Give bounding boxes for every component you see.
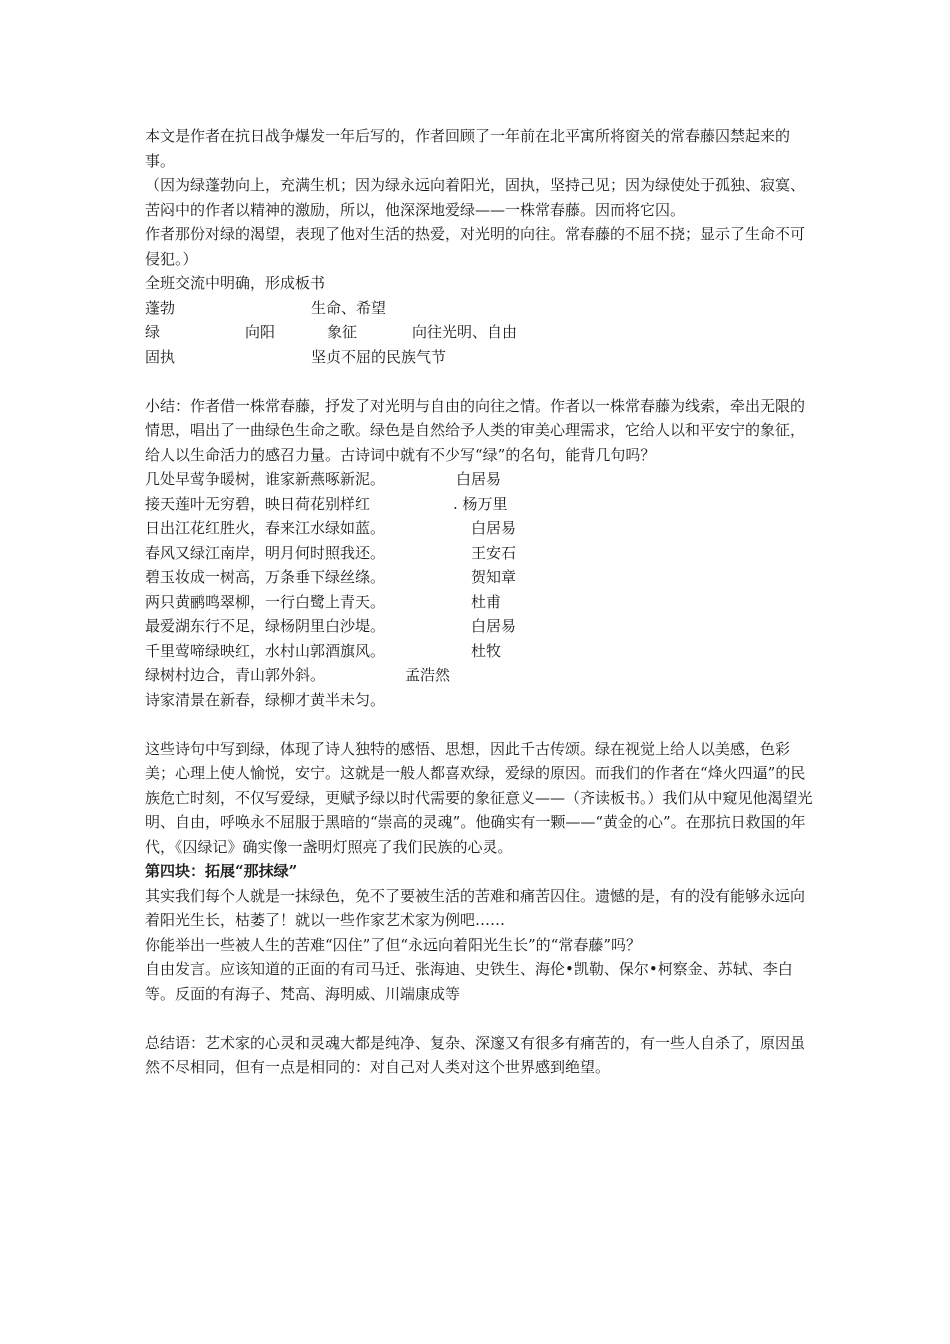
board-row-2	[145, 320, 817, 345]
poem-line	[145, 565, 817, 590]
poem-author: 孟浩然	[405, 666, 451, 684]
poem-line	[145, 614, 817, 639]
spacer	[145, 1006, 817, 1031]
poem-line	[145, 467, 817, 492]
section-question: 你能举出一些被人生的苦难“囚住”了但“永远向着阳光生长”的“常春藤”吗？	[145, 935, 642, 954]
poem-author: 白居易	[456, 470, 502, 488]
board-meaning: 向往光明、自由	[412, 323, 518, 341]
board-intro: 全班交流中明确，形成板书	[145, 274, 326, 292]
board-meaning: 生命、希望	[311, 298, 387, 317]
board-row-3	[145, 345, 817, 370]
intro-explanation: （因为绿蓬勃向上，充满生机；因为绿永远向着阳光，固执，坚持己见；因为绿使处于孤独、寂寞、苦闷中的作者以精神的激励，所以，他深深地爱绿——一株常春藤。因而将它囚。	[145, 176, 806, 219]
board-meaning: 坚贞不屈的民族气节	[311, 347, 447, 366]
conclusion-paragraph: 总结语：艺术家的心灵和灵魂大都是纯净、复杂、深邃又有很多有痛苦的，有一些人自杀了，原因虽然不尽相同，但有一点是相同的：对自己对人类对这个世界感到绝望。	[145, 1033, 806, 1076]
poem-author: . 杨万里	[453, 494, 508, 513]
poem-text: 诗家清景在新春，绿柳才黄半未匀。	[145, 690, 386, 709]
poem-text: 几处早莺争暖树，谁家新燕啄新泥。	[145, 470, 386, 488]
poem-author: 王安石	[471, 543, 517, 562]
poem-line	[145, 541, 817, 566]
poem-text: 两只黄鹂鸣翠柳，一行白鹭上青天。	[145, 592, 386, 611]
poem-line	[145, 516, 817, 541]
board-term: 向阳	[245, 323, 276, 341]
analysis-paragraph: 这些诗句中写到绿，体现了诗人独特的感悟、思想，因此千古传颂。绿在视觉上给人以美感，色彩美；心理上使人愉悦，安宁。这就是一般人都喜欢绿，爱绿的原因。而我们的作者在“烽火四逼”的民族危亡时刻，不仅写爱绿，更赋予绿以时代需要的象征意义——（齐读板书。）我们从中窥见他渴望光明、自由，呼唤永不屈服于黑暗的“崇高的灵魂”。他确实有一颗——“黄金的心”。在那抗日救国的年代，《囚绿记》确实像一盏明灯照亮了我们民族的心灵。	[145, 739, 813, 856]
poem-text: 碧玉妆成一树高，万条垂下绿丝绦。	[145, 568, 386, 586]
board-term: 象征	[327, 323, 358, 341]
board-term: 绿	[145, 323, 161, 341]
poem-text: 春风又绿江南岸，明月何时照我还。	[145, 543, 386, 562]
poem-author: 贺知章	[471, 568, 517, 586]
section-heading: 第四块：拓展“那抹绿”	[145, 862, 298, 880]
poem-text: 绿树村边合，青山郭外斜。	[145, 666, 326, 684]
poem-line	[145, 688, 817, 713]
poem-author: 白居易	[471, 519, 517, 537]
poem-text: 最爱湖东行不足，绿杨阴里白沙堤。	[145, 617, 386, 635]
poem-line	[145, 492, 817, 517]
poem-line	[145, 639, 817, 664]
board-term: 蓬勃	[145, 298, 176, 317]
intro-paragraph: 本文是作者在抗日战争爆发一年后写的，作者回顾了一年前在北平寓所将窗关的常春藤囚禁起来的事。	[145, 127, 791, 170]
poem-author: 白居易	[471, 617, 517, 635]
poem-text: 接天莲叶无穷碧，映日荷花别样红	[145, 494, 371, 513]
spacer	[145, 369, 817, 394]
section-answer: 自由发言。应该知道的正面的有司马迁、张海迪、史铁生、海伦•凯勒、保尔•柯察金、苏轼、李白等。反面的有海子、梵高、海明威、川端康成等	[145, 960, 793, 1003]
board-row-1	[145, 296, 817, 321]
poem-author: 杜甫	[471, 592, 502, 611]
poem-text: 千里莺啼绿映红，水村山郭酒旗风。	[145, 641, 386, 660]
poem-line	[145, 663, 817, 688]
poem-line	[145, 590, 817, 615]
document-body	[145, 124, 817, 1080]
board-term: 固执	[145, 347, 176, 366]
spacer	[145, 712, 817, 737]
poem-text: 日出江花红胜火，春来江水绿如蓝。	[145, 519, 386, 537]
summary-paragraph: 小结：作者借一株常春藤，抒发了对光明与自由的向往之情。作者以一株常春藤为线索，牵出无限的情思，唱出了一曲绿色生命之歌。绿色是自然给予人类的审美心理需求，它给人以和平安宁的象征，给人以生命活力的感召力量。古诗词中就有不少写“绿”的名句，能背几句吗？	[145, 396, 806, 464]
intro-explanation-cont: 作者那份对绿的渴望，表现了他对生活的热爱，对光明的向往。常春藤的不屈不挠；显示了生命不可侵犯。）	[145, 225, 806, 268]
section-paragraph: 其实我们每个人就是一抹绿色，免不了要被生活的苦难和痛苦囚住。遗憾的是，有的没有能够永远向着阳光生长，枯萎了！就以一些作家艺术家为例吧……	[145, 886, 806, 929]
poem-author: 杜牧	[471, 641, 502, 660]
